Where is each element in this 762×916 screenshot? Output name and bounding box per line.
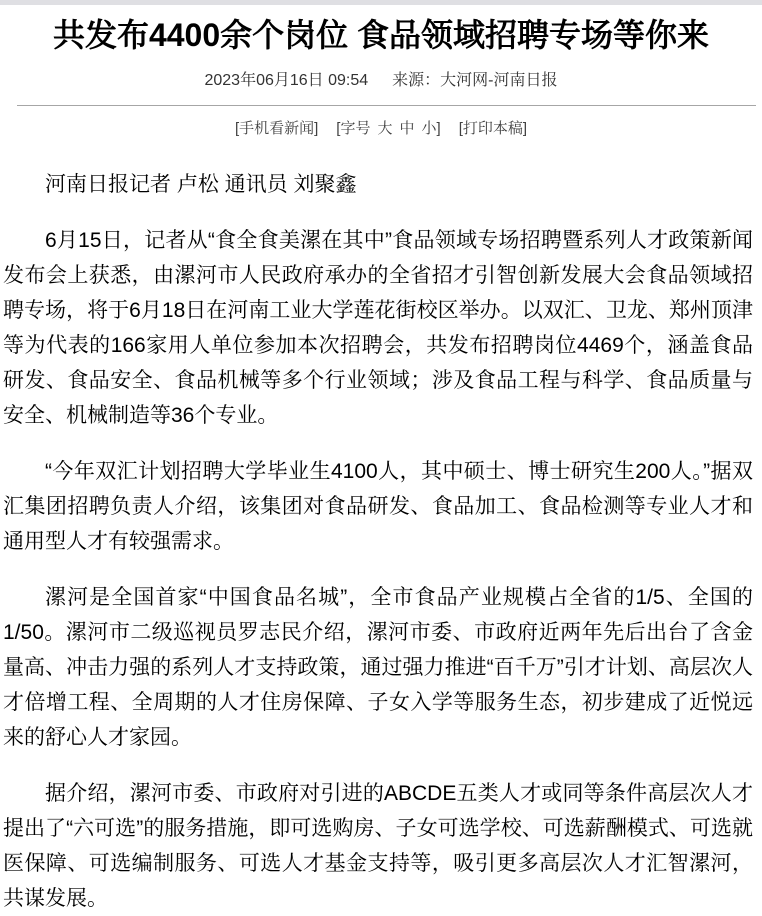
mobile-news-link[interactable]: [手机看新闻] (234, 120, 319, 137)
publish-datetime: 2023年06月16日 09:54 (204, 72, 369, 89)
article-header (0, 16, 762, 90)
font-size-small-link[interactable]: 小 (421, 120, 437, 137)
font-size-large-link[interactable]: 大 (377, 120, 393, 137)
article-body (0, 167, 762, 916)
toolbar (0, 117, 762, 138)
source-label: 来源： (392, 72, 441, 89)
paragraph-3: 漯河是全国首家“中国食品名城”，全市食品产业规模占全省的1/5、全国的1/50。漯河市二级巡视员罗志民介绍，漯河市委、市政府近两年先后出台了含金量高、冲击力强的系列人才支持政策，通过强力推进“百千万”引才计划、高层次人才倍增工程、全周期的人才住房保障、子女入学等服务生态，初步建成了近悦远来的舒心人才家园。 (3, 586, 753, 749)
font-size-group-suffix: ] (436, 120, 441, 137)
source-name: 大河网-河南日报 (440, 72, 558, 89)
page-title: 共发布4400余个岗位 食品领域招聘专场等你来 (52, 17, 710, 53)
print-link[interactable]: [打印本稿] (458, 120, 528, 137)
article-meta (0, 67, 762, 90)
font-size-label: [字号 (336, 120, 371, 137)
paragraph-2: “今年双汇计划招聘大学毕业生4100人，其中硕士、博士研究生200人。”据双汇集团招聘负责人介绍，该集团对食品研发、食品加工、食品检测等专业人才和通用型人才有较强需求。 (3, 460, 753, 553)
paragraph-1: 6月15日，记者从“食全食美漯在其中”食品领域专场招聘暨系列人才政策新闻发布会上获悉，由漯河市人民政府承办的全省招才引智创新发展大会食品领域招聘专场，将于6月18日在河南工业大学莲花街校区举办。以双汇、卫龙、郑州顶津等为代表的166家用人单位参加本次招聘会，共发布招聘岗位4469个，涵盖食品研发、食品安全、食品机械等多个行业领域；涉及食品工程与科学、食品质量与安全、机械制造等36个专业。 (3, 229, 753, 427)
header-divider (17, 105, 756, 106)
paragraph-4: 据介绍，漯河市委、市政府对引进的ABCDE五类人才或同等条件高层次人才提出了“六可选”的服务措施，即可选购房、子女可选学校、可选薪酬模式、可选就医保障、可选编制服务、可选人才基金支持等，吸引更多高层次人才汇智漯河，共谋发展。 (3, 782, 753, 910)
top-strip (0, 0, 762, 5)
font-size-group (336, 120, 440, 137)
font-size-medium-link[interactable]: 中 (399, 120, 415, 137)
byline: 河南日报记者 卢松 通讯员 刘聚鑫 (45, 173, 357, 196)
